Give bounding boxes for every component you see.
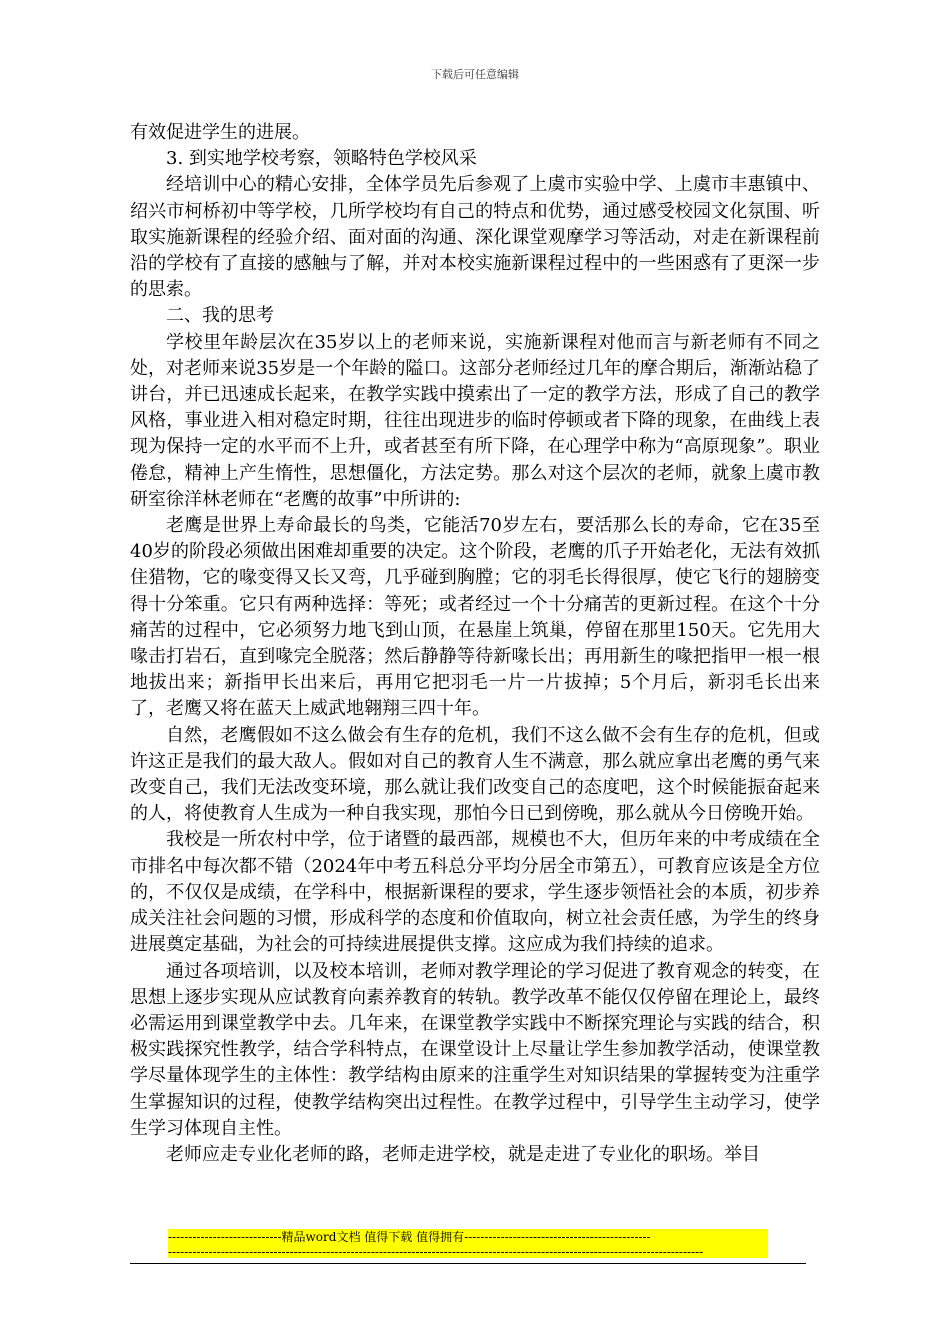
paragraph: 老鹰是世界上寿命最长的鸟类，它能活70岁左右，要活那么长的寿命，它在35至40岁的阶段必须做出困难却重要的决定。这个阶段，老鹰的爪子开始老化，无法有效抓住猎物，它的喙变得又长又弯，几乎碰到胸膛；它的羽毛长得很厚，使它飞行的翅膀变得十分笨重。它只有两种选择：等死；或者经过一个十分痛苦的更新过程。在这个十分痛苦的过程中，它必须努力地飞到山顶，在悬崖上筑巢，停留在那里150天。它先用大喙击打岩石，直到喙完全脱落；然后静静等待新喙长出；再用新生的喙把指甲一根一根地拔出来；新指甲长出来后，再用它把羽毛一片一片拔掉；5个月后，新羽毛长出来了，老鹰又将在蓝天上威武地翱翔三四十年。 [130,515,820,720]
footer-dashes: ------------------------------------------------------------------------------------------------------------------------------------ [168,1246,768,1258]
footer-rule [130,1263,806,1264]
document-body [130,120,820,1168]
paragraph: 有效促进学生的进展。 [130,122,310,143]
paragraph: 经培训中心的精心安排，全体学员先后参观了上虞市实验中学、上虞市丰惠镇中、绍兴市柯桥初中等学校，几所学校均有自己的特点和优势，通过感受校园文化氛围、听取实施新课程的经验介绍、面对面的沟通、深化课堂观摩学习等活动，对走在新课程前沿的学校有了直接的感触与了解，并对本校实施新课程过程中的一些困惑有了更深一步的思索。 [130,174,820,301]
footer-banner: ----------------------------精品word文档 值得下载 值得拥有---------------------------------------------- [168,1229,768,1246]
paragraph: 我校是一所农村中学，位于诸暨的最西部，规模也不大，但历年来的中考成绩在全市排名中每次都不错（2024年中考五科总分平均分居全市第五），可教育应该是全方位的，不仅仅是成绩，在学科中，根据新课程的要求，学生逐步领悟社会的本质，初步养成关注社会问题的习惯，形成科学的态度和价值取向，树立社会责任感，为学生的终身进展奠定基础，为社会的可持续进展提供支撑。这应成为我们持续的追求。 [130,829,820,956]
paragraph: 学校里年龄层次在35岁以上的老师来说，实施新课程对他而言与新老师有不同之处，对老师来说35岁是一个年龄的隘口。这部分老师经过几年的摩合期后，渐渐站稳了讲台，并已迅速成长起来，在教学实践中摸索出了一定的教学方法，形成了自己的教学风格，事业进入相对稳定时期，往往出现进步的临时停顿或者下降的现象，在曲线上表现为保持一定的水平而不上升，或者甚至有所下降，在心理学中称为“高原现象”。职业倦怠，精神上产生惰性，思想僵化，方法定势。那么对这个层次的老师，就象上虞市教研室徐洋林老师在“老鹰的故事”中所讲的: [130,331,820,510]
paragraph: 老师应走专业化老师的路，老师走进学校，就是走进了专业化的职场。举目 [166,1143,760,1165]
paragraph: 通过各项培训，以及校本培训，老师对教学理论的学习促进了教育观念的转变，在思想上逐步实现从应试教育向素养教育的转轨。教学改革不能仅仅停留在理论上，最终必需运用到课堂教学中去。几年来，在课堂教学实践中不断探究理论与实践的结合，积极实践探究性教学，结合学科特点，在课堂设计上尽量让学生参加教学活动，使课堂教学尽量体现学生的主体性：教学结构由原来的注重学生对知识结果的掌握转变为注重学生掌握知识的过程，使教学结构突出过程性。在教学过程中，引导学生主动学习，使学生学习体现自主性。 [130,960,820,1139]
section-heading: 二、我的思考 [166,305,274,327]
section-heading: 3. 到实地学校考察，领略特色学校风采 [166,148,477,170]
page-header: 下载后可任意编辑 [431,68,519,81]
paragraph: 自然，老鹰假如不这么做会有生存的危机，我们不这么做不会有生存的危机，但或许这正是我们的最大敌人。假如对自己的教育人生不满意，那么就应拿出老鹰的勇气来改变自己，我们无法改变环境，那么就让我们改变自己的态度吧，这个时候能振奋起来的人，将使教育人生成为一种自我实现，那怕今日已到傍晚，那么就从今日傍晚开始。 [130,724,820,825]
